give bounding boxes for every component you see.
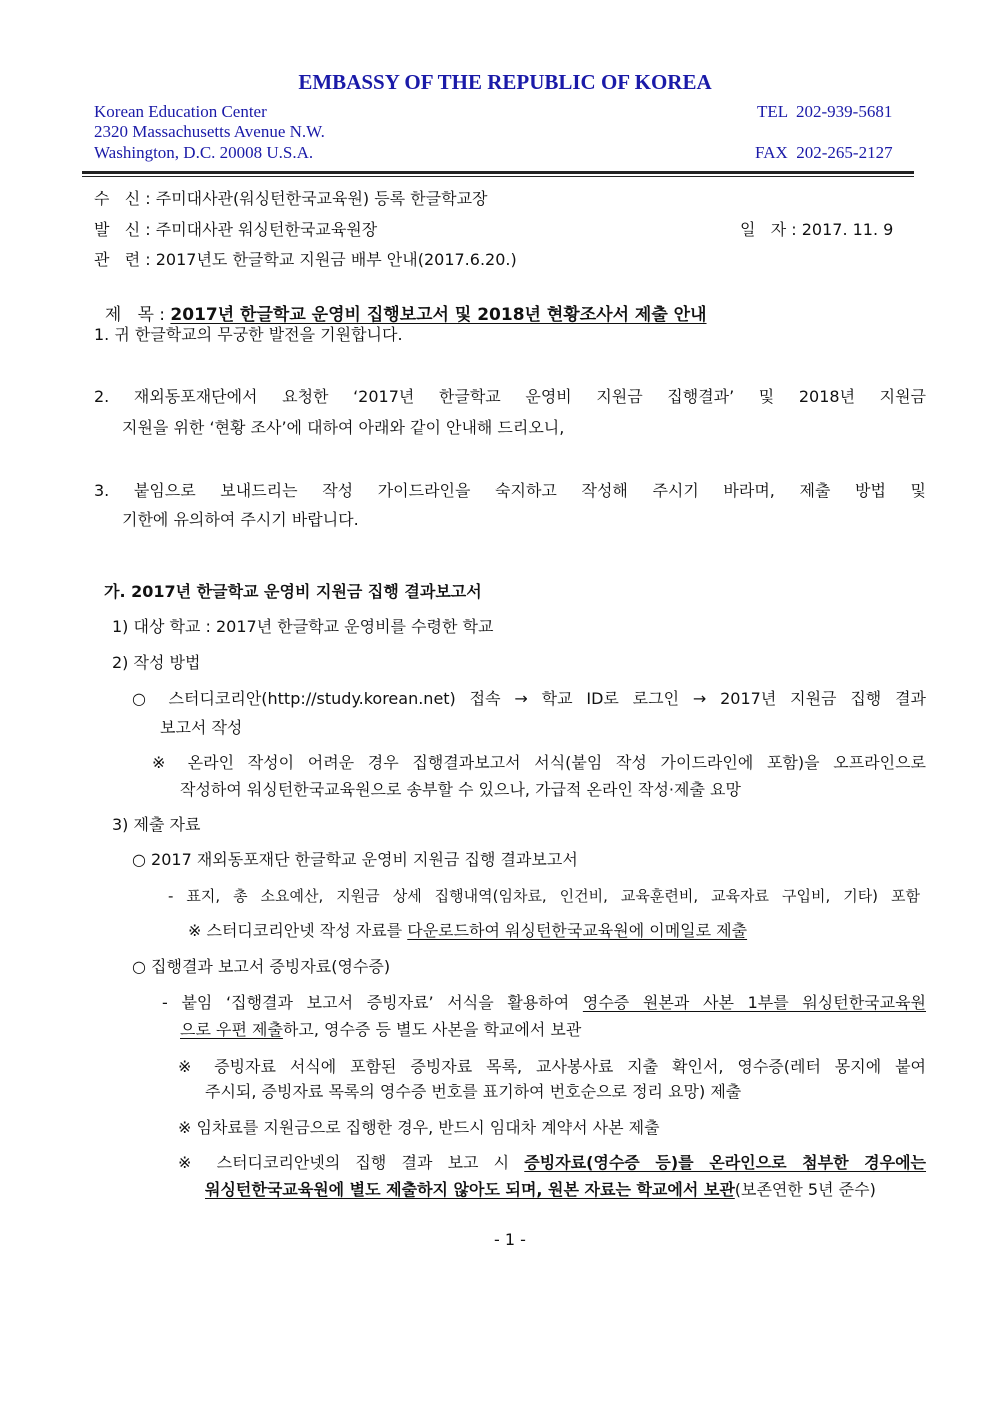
note-underlined: 다운로드하여 워싱턴한국교육원에 이메일로 제출 xyxy=(407,921,748,940)
dash-text: - 붙임 ‘집행결과 보고서 증빙자료’ 서식을 활용하여 xyxy=(162,993,583,1012)
page-number: - 1 - xyxy=(494,1230,526,1249)
note-text: ※ 스터디코리안넷 작성 자료를 xyxy=(188,921,408,940)
reference: 관 련 : 2017년도 한글학교 지원금 배부 안내(2017.6.20.) xyxy=(94,250,517,269)
item-3-bullet-b: ○ 집행결과 보고서 증빙자료(영수증) xyxy=(132,957,391,976)
paragraph-3: 3. 붙임으로 보내드리는 작성 가이드라인을 숙지하고 작성해 주시기 바라며, 제출 방법 및 xyxy=(94,481,926,500)
item-3-b-dash xyxy=(162,992,926,1014)
item-2-bullet-cont: 보고서 작성 xyxy=(160,718,243,737)
dash-underlined: 영수증 원본과 사본 1부를 워싱턴한국교육원 xyxy=(582,993,927,1012)
fax: FAX 202-265-2127 xyxy=(755,143,893,162)
header-divider xyxy=(82,171,914,174)
org-name: Korean Education Center xyxy=(94,102,267,121)
paragraph-2-cont: 지원을 위한 ‘현황 조사’에 대하여 아래와 같이 안내해 드리오니, xyxy=(122,418,565,437)
note-2: ※ 임차료를 지원금으로 집행한 경우, 반드시 임대차 계약서 사본 제출 xyxy=(178,1118,660,1137)
subject-line xyxy=(94,282,707,326)
paragraph-1: 1. 귀 한글학교의 무궁한 발전을 기원합니다. xyxy=(94,325,403,344)
dash-underlined-cont: 으로 우편 제출 xyxy=(180,1020,283,1039)
item-2: 2) 작성 방법 xyxy=(112,653,201,672)
date: 일 자 : 2017. 11. 9 xyxy=(740,220,894,239)
item-2-note: ※ 온라인 작성이 어려운 경우 집행결과보고서 서식(붙임 작성 가이드라인에 포함)을 오프라인으로 xyxy=(152,753,926,772)
item-3-a-note xyxy=(188,920,747,942)
sender: 발 신 : 주미대사관 워싱턴한국교육원장 xyxy=(94,220,378,239)
item-2-note-cont: 작성하여 워싱턴한국교육원으로 송부할 수 있으나, 가급적 온라인 작성·제출 요망 xyxy=(180,780,741,799)
telephone: TEL 202-939-5681 xyxy=(757,102,893,121)
item-3-b-dash-cont xyxy=(180,1019,581,1041)
item-3-a-dash: - 표지, 총 소요예산, 지원금 상세 집행내역(임차료, 인건비, 교육훈련비, 교육자료 구입비, 기타) 포함 xyxy=(168,887,920,905)
subject: 2017년 한글학교 운영비 집행보고서 및 2018년 현황조사서 제출 안내 xyxy=(170,305,707,325)
item-1: 1) 대상 학교 : 2017년 한글학교 운영비를 수령한 학교 xyxy=(112,617,494,636)
paragraph-2: 2. 재외동포재단에서 요청한 ‘2017년 한글학교 운영비 지원금 집행결과’ 및 2018년 지원금 xyxy=(94,387,926,406)
section-heading: 가. 2017년 한글학교 운영비 지원금 집행 결과보고서 xyxy=(104,582,482,601)
dash-text-cont: 하고, 영수증 등 별도 사본을 학교에서 보관 xyxy=(282,1020,582,1039)
address-line-1: 2320 Massachusetts Avenue N.W. xyxy=(94,122,325,141)
note-1-cont: 주시되, 증빙자료 목록의 영수증 번호를 표기하여 번호순으로 정리 요망) 제출 xyxy=(205,1082,742,1101)
item-3: 3) 제출 자료 xyxy=(112,815,201,834)
letterhead-title: EMBASSY OF THE REPUBLIC OF KOREA xyxy=(298,70,712,94)
item-2-bullet: ○ 스터디코리안(http://study.korean.net) 접속 → 학교 ID로 로그인 → 2017년 지원금 집행 결과 xyxy=(132,689,926,708)
note-3-cont xyxy=(205,1179,876,1201)
note-3-emphasis-cont: 워싱턴한국교육원에 별도 제출하지 않아도 되며, 원본 자료는 학교에서 보관 xyxy=(205,1180,735,1199)
paragraph-3-cont: 기한에 유의하여 주시기 바랍니다. xyxy=(122,510,359,529)
note-3-text: ※ 스터디코리안넷의 집행 결과 보고 시 xyxy=(178,1153,525,1172)
note-1: ※ 증빙자료 서식에 포함된 증빙자료 목록, 교사봉사료 지출 확인서, 영수증(레터 몽지에 붙여 xyxy=(178,1057,926,1076)
note-3-emphasis: 증빙자료(영수증 등)를 온라인으로 첨부한 경우에는 xyxy=(524,1153,927,1172)
item-3-bullet-a: ○ 2017 재외동포재단 한글학교 운영비 지원금 집행 결과보고서 xyxy=(132,850,578,869)
header-divider-thin xyxy=(82,176,914,177)
address-line-2: Washington, D.C. 20008 U.S.A. xyxy=(94,143,314,162)
recipient: 수 신 : 주미대사관(워싱턴한국교육원) 등록 한글학교장 xyxy=(94,189,488,208)
note-3 xyxy=(178,1152,926,1174)
subject-label: 제 목 : xyxy=(104,305,171,325)
note-3-retention: (보존연한 5년 준수) xyxy=(734,1180,876,1199)
